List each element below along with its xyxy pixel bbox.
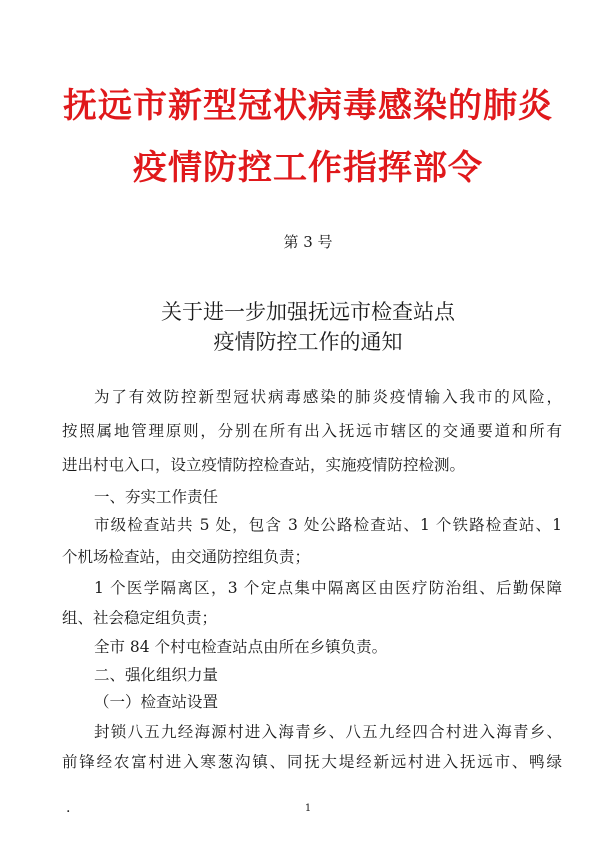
paragraph-line: 全市 84 个村屯检查站点由所在乡镇负责。 xyxy=(94,638,388,656)
paragraph-line: 进出村屯入口，设立疫情防控检查站，实施疫情防控检测。 xyxy=(62,456,466,474)
paragraph-line: 个机场检查站，由交通防控组负责； xyxy=(62,548,311,566)
subsection-heading: （一）检查站设置 xyxy=(94,693,219,711)
paragraph-line: 前锋经农富村进入寒葱沟镇、同抚大堤经新远村进入抚远市、鸭绿 xyxy=(62,753,562,771)
header-title-line1: 抚远市新型冠状病毒感染的肺炎 xyxy=(63,86,553,126)
document-number: 第 3 号 xyxy=(283,233,333,251)
notice-title-line1: 关于进一步加强抚远市检查站点 xyxy=(161,300,455,324)
page-number: 1 xyxy=(304,803,312,814)
section-heading-2: 二、强化组织力量 xyxy=(94,666,219,684)
notice-title-line2: 疫情防控工作的通知 xyxy=(213,330,403,354)
paragraph-line: 市级检查站共 5 处，包含 3 处公路检查站、1 个铁路检查站、1 xyxy=(94,516,562,534)
paragraph-line: 为了有效防控新型冠状病毒感染的肺炎疫情输入我市的风险， xyxy=(94,388,562,406)
footer-mark: . xyxy=(66,800,71,816)
paragraph-line: 按照属地管理原则，分别在所有出入抚远市辖区的交通要道和所有 xyxy=(62,422,562,440)
paragraph-line: 组、社会稳定组负责； xyxy=(62,609,218,627)
section-heading-1: 一、夯实工作责任 xyxy=(94,488,219,506)
header-title-line2: 疫情防控工作指挥部令 xyxy=(133,148,483,188)
paragraph-line: 封锁八五九经海源村进入海青乡、八五九经四合村进入海青乡、 xyxy=(94,723,562,741)
paragraph-line: 1 个医学隔离区，3 个定点集中隔离区由医疗防治组、后勤保障 xyxy=(94,579,562,597)
